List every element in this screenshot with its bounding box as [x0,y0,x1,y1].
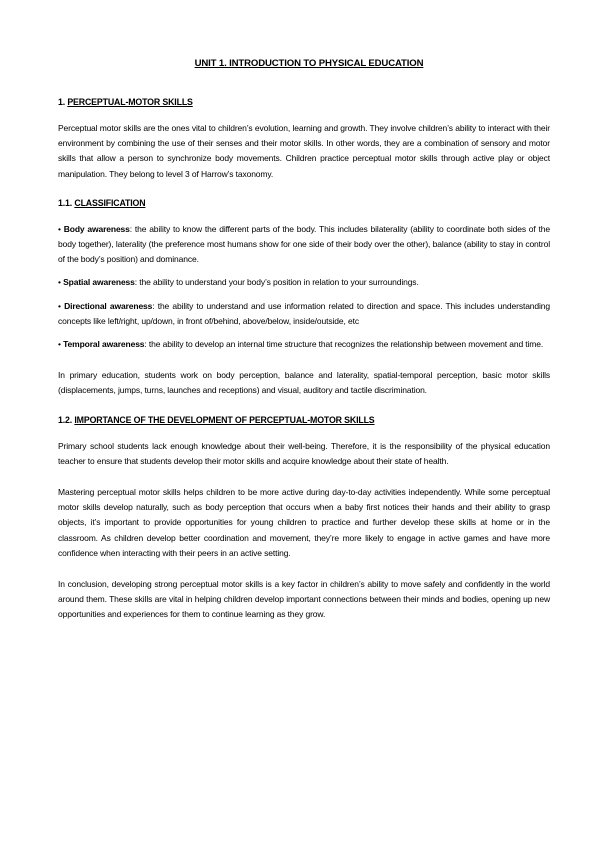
section-heading-1 [58,97,550,107]
classification-summary-paragraph: In primary education, students work on body perception, balance and laterality, spatial-temporal perception, basic motor skills (displacements, jumps, turns, launches and receptions) and visual, auditory and tactile discrimination. [58,370,550,396]
bullet-term: Body awareness [63,223,130,234]
section-title: PERCEPTUAL-MOTOR SKILLS [67,97,193,107]
bullet-text: : the ability to develop an internal time structure that recognizes the relationship between movement and time. [144,339,544,350]
bullet-marker: • [58,223,61,234]
bullet-text: : the ability to know the different parts of the body. This includes bilaterality (ability to coordinate both sides of the body together), laterality (the preference most humans show for one side of their body over the other), balance (ability to stay in control of the body’s position) and dominance. [58,223,550,265]
section-heading-1-1 [58,198,550,208]
intro-paragraph: Perceptual motor skills are the ones vital to children’s evolution, learning and growth. They involve children’s ability to interact with their environment by combining the use of their senses and their motor skills. In other words, they are a combination of sensory and motor skills that allow a person to synchronize body movements. Children practice perceptual motor skills through active play or object manipulation. They belong to level 3 of Harrow’s taxonomy. [58,123,550,179]
bullet-term: Spatial awareness [63,277,135,288]
body-paragraph: Mastering perceptual motor skills helps children to be more active during day-to-day activities independently. While some perceptual motor skills develop naturally, such as body perception that occurs when a baby first notices their hands and their ability to grasp objects, it’s important to provide opportunities for young children to practice and further develop these skills at home or in the classroom. As children develop better coordination and movement, they’re more likely to engage in active games and have more confidence when interacting with their peers in an active setting. [58,487,550,558]
bullet-marker: • [58,277,61,288]
bullet-term: Directional awareness [64,300,153,311]
bullet-text: : the ability to understand your body’s position in relation to your surroundings. [134,277,419,288]
section-number: 1.2. [58,414,73,425]
bullet-item [58,275,550,290]
conclusion-paragraph: In conclusion, developing strong perceptual motor skills is a key factor in children’s ability to move safely and confidently in the world around them. These skills are vital in helping children develop important connections between their minds and bodies, opening up new opportunities and experiences for them to continue learning as they grow. [58,579,550,620]
bullet-item [58,337,550,352]
document-page [58,58,550,636]
section-number: 1. [58,97,66,107]
bullet-text: : the ability to understand and use information related to direction and space. This includes understanding concepts like left/right, up/down, in front of/behind, above/below, inside/outside, etc [58,300,550,326]
section-number: 1.1. [58,197,73,208]
section-title: IMPORTANCE OF THE DEVELOPMENT OF PERCEPTUAL-MOTOR SKILLS [74,414,375,425]
bullet-marker: • [58,339,61,350]
bullet-term: Temporal awareness [63,339,145,350]
bullet-item [58,299,550,329]
section-title: CLASSIFICATION [74,197,146,208]
section-heading-1-2 [58,415,550,425]
page-title: UNIT 1. INTRODUCTION TO PHYSICAL EDUCATION [194,58,424,69]
body-paragraph: Primary school students lack enough knowledge about their well-being. Therefore, it is the responsibility of the physical education teacher to ensure that students develop their motor skills and acquire knowledge about their state of health. [58,440,550,466]
bullet-item [58,222,550,268]
bullet-marker: • [58,300,61,311]
